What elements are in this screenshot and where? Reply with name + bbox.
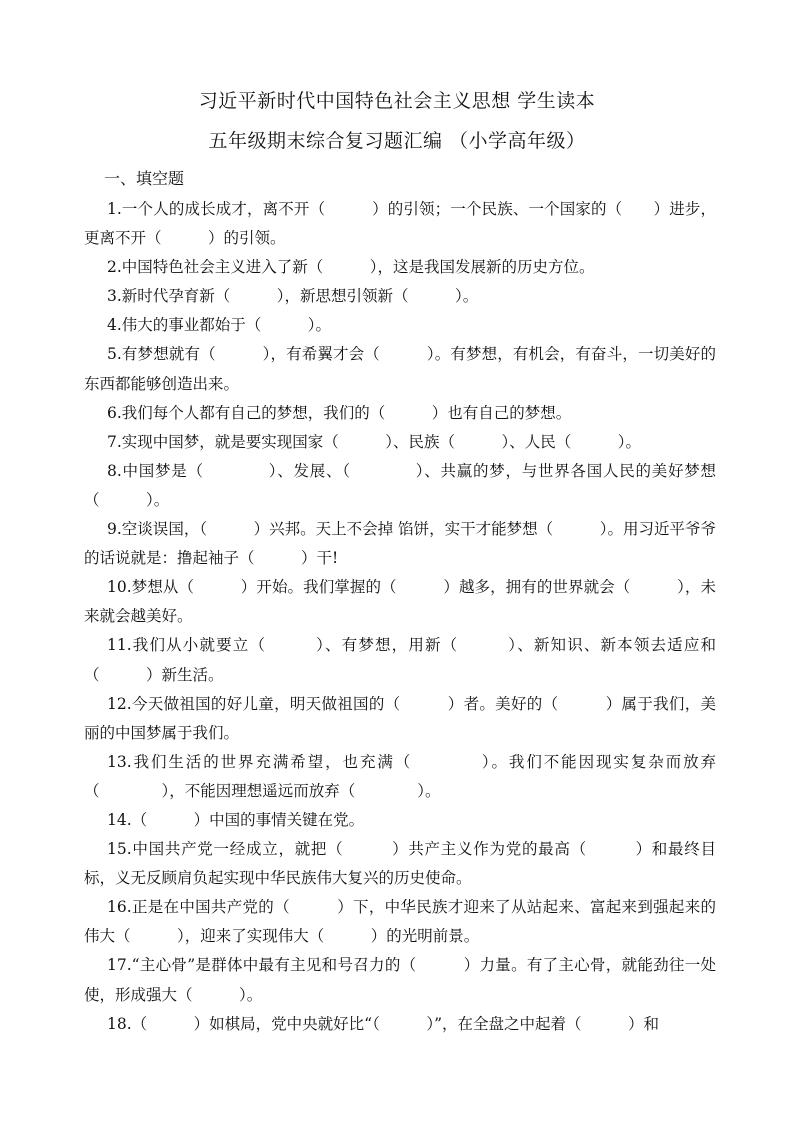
question-item: 18.（ ）如棋局，党中央就好比“（ ）”，在全盘之中起着（ ）和 [107,1014,660,1033]
question-item: 10.梦想从（ ）开始。我们掌握的（ ）越多，拥有的世界就会（ ），未来就会越美好。 [84,578,716,626]
question-item: 2.中国特色社会主义进入了新（ ），这是我国发展新的历史方位。 [107,258,595,277]
question-item: 15.中国共产党一经成立，就把（ ）共产主义作为党的最高（ ）和最终目标，义无反顾肩负起实现中华民族伟大复兴的历史使命。 [84,840,716,888]
question-item: 11.我们从小就要立（ ）、有梦想，用新（ ）、新知识、新本领去适应和（ ）新生活。 [84,636,716,684]
question-item: 5.有梦想就有（ ），有希翼才会（ ）。有梦想，有机会，有奋斗，一切美好的东西都能够创造出来。 [84,345,716,393]
document-subtitle: 五年级期末综合复习题汇编 （小学高年级） [208,130,586,152]
question-item: 12.今天做祖国的好儿童，明天做祖国的（ ）者。美好的（ ）属于我们，美丽的中国梦属于我们。 [84,694,716,742]
question-item: 14.（ ）中国的事情关键在党。 [107,810,365,829]
question-item: 7.实现中国梦，就是要实现国家（ ）、民族（ ）、人民（ ）。 [107,432,642,451]
question-item: 6.我们每个人都有自己的梦想，我们的（ ）也有自己的梦想。 [107,403,572,422]
question-list [84,195,716,1039]
document-title: 习近平新时代中国特色社会主义思想 学生读本 [198,90,596,112]
question-item: 3.新时代孕育新（ ），新思想引领新（ ）。 [107,287,479,306]
question-item: 1.一个人的成长成才，离不开（ ）的引领；一个民族、一个国家的（ ）进步，更离不开（ ）的引领。 [84,200,716,248]
question-item: 9.空谈误国，（ ）兴邦。天上不会掉 馅饼，实干才能梦想（ ）。用习近平爷爷的话说就是：撸起袖子（ ）干! [84,520,716,568]
question-item: 8.中国梦是（ ）、发展、（ ）、共赢的梦，与世界各国人民的美好梦想（ ）。 [84,461,716,509]
question-item: 13.我们生活的世界充满希望，也充满（ ）。我们不能因现实复杂而放弃（ ），不能因理想遥远而放弃（ ）。 [84,752,716,800]
question-item: 16.正是在中国共产党的（ ）下，中华民族才迎来了从站起来、富起来到强起来的伟大（ ），迎来了实现伟大（ ）的光明前景。 [84,898,716,946]
section-heading: 一、填空题 [104,169,185,188]
question-item: 4.伟大的事业都始于（ ）。 [107,316,332,335]
question-item: 17.“主心骨”是群体中最有主见和号召力的（ ）力量。有了主心骨，就能劲往一处使，形成强大（ ）。 [84,956,716,1004]
